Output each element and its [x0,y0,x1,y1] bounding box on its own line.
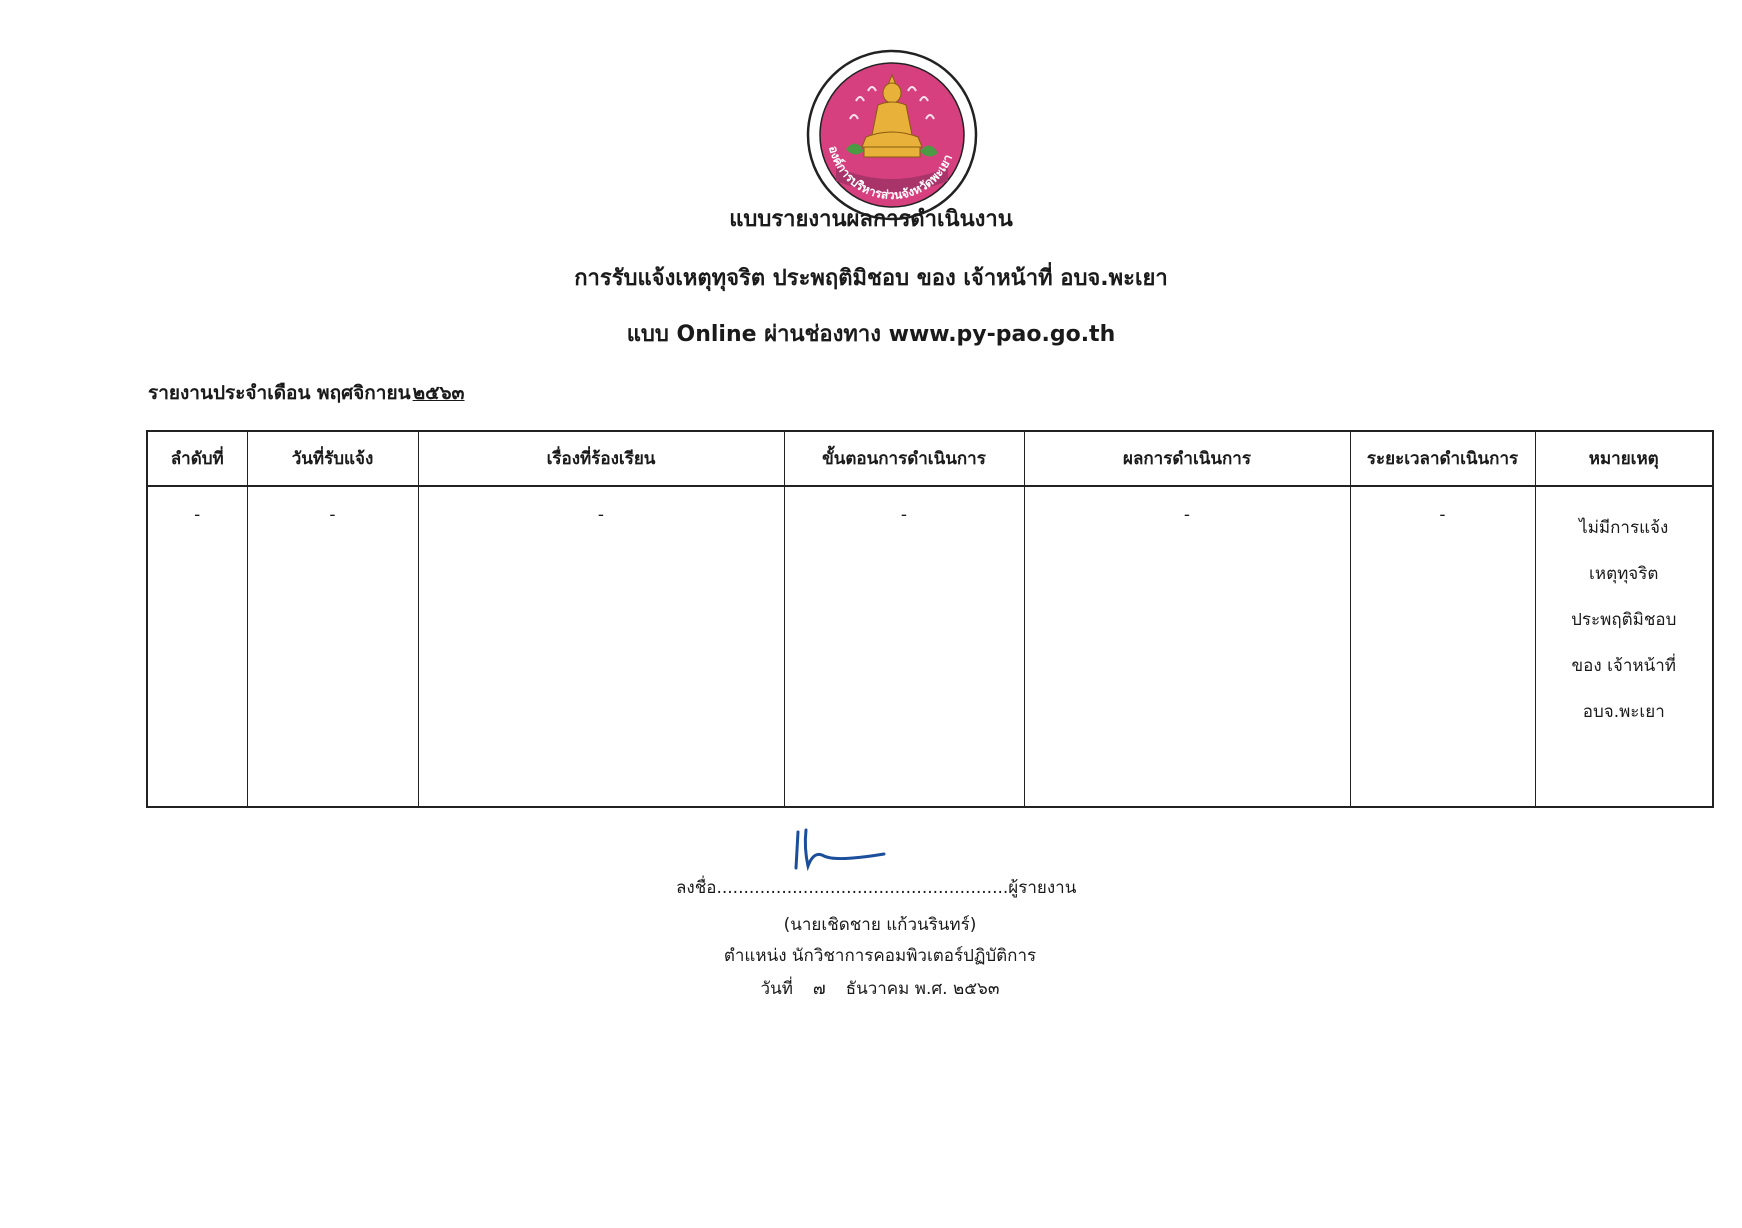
pao-logo-seal [806,49,978,221]
signer-position: ตำแหน่ง นักวิชาการคอมพิวเตอร์ปฏิบัติการ [723,946,1037,966]
cell-steps: - [784,486,1024,807]
column-header-remark: หมายเหตุ [1535,431,1713,486]
report-channel: แบบ Online ผ่านช่องทาง www.py-pao.go.th [626,322,1116,347]
signature-prefix: ลงชื่อ [676,878,717,898]
signature-date [600,975,1160,1002]
column-header-duration: ระยะเวลาดำเนินการ [1350,431,1535,486]
signature-line [676,874,1076,901]
table-row [147,486,1713,807]
handwritten-signature [790,826,890,876]
signature-dots: ...................................................... [716,878,1009,898]
report-title: แบบรายงานผลการดำเนินงาน [729,207,1013,232]
column-header-subject: เรื่องที่ร้องเรียน [418,431,784,486]
remark-line: ของ เจ้าหน้าที่ [1571,656,1676,676]
complaints-table [146,430,1714,808]
column-header-steps: ขั้นตอนการดำเนินการ [784,431,1024,486]
table-header-row [147,431,1713,486]
cell-subject: - [418,486,784,807]
date-day: ๗ [812,979,826,999]
svg-text:องค์การบริหารส่วนจังหวัดพะเยา: องค์การบริหารส่วนจังหวัดพะเยา [826,144,956,203]
remark-line: เหตุทุจริต [1589,564,1659,584]
signature-suffix: ผู้รายงาน [1008,878,1077,898]
date-month-year: ธันวาคม พ.ศ. ๒๕๖๓ [845,979,1000,999]
date-label: วันที่ [760,979,793,999]
report-month [148,378,465,408]
cell-remark [1535,486,1713,807]
report-month-label: รายงานประจำเดือน พฤศจิกายน [148,382,411,404]
cell-date: - [247,486,418,807]
report-year: ๒๕๖๓ [412,382,465,404]
signer-name: (นายเชิดชาย แก้วนรินทร์) [783,915,977,935]
column-header-result: ผลการดำเนินการ [1024,431,1350,486]
remark-line: อบจ.พะเยา [1582,702,1665,722]
remark-line: ประพฤติมิชอบ [1571,610,1677,630]
cell-result: - [1024,486,1350,807]
cell-duration: - [1350,486,1535,807]
remark-line: ไม่มีการแจ้ง [1579,518,1669,538]
cell-order: - [147,486,247,807]
column-header-order: ลำดับที่ [147,431,247,486]
column-header-date: วันที่รับแจ้ง [247,431,418,486]
report-subtitle: การรับแจ้งเหตุทุจริต ประพฤติมิชอบ ของ เจ้าหน้าที่ อบจ.พะเยา [574,266,1168,291]
